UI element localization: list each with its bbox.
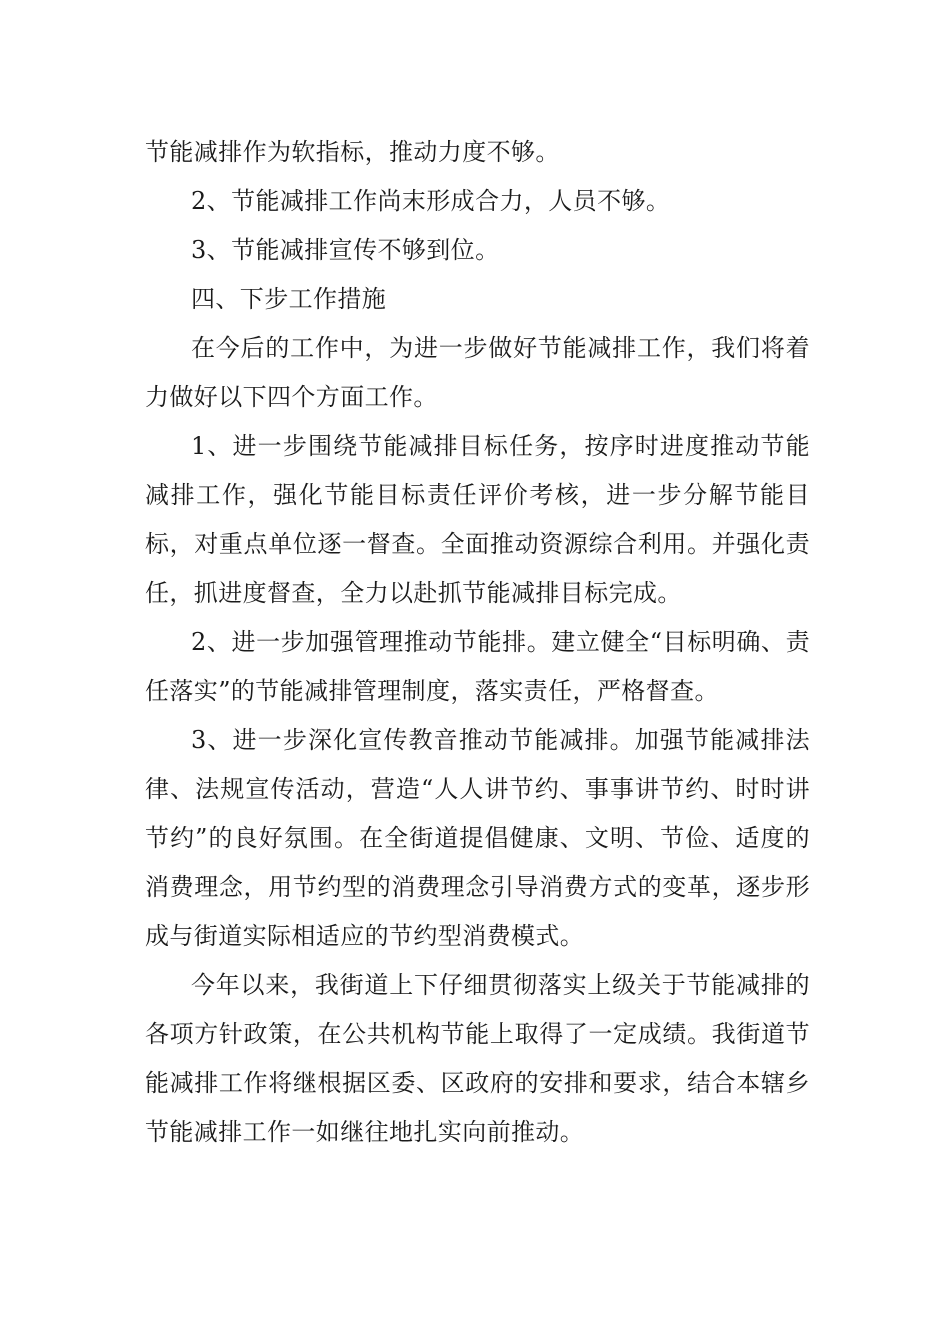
paragraph-measure-1: 1、进一步围绕节能减排目标任务，按序时进度推动节能减排工作，强化节能目标责任评价考核，进一步分解节能目标，对重点单位逐一督查。全面推动资源综合利用。并强化责任，抓进度督查，全力以赴抓节能减排目标完成。 [145, 432, 810, 607]
paragraph-continuation: 节能减排作为软指标，推动力度不够。 [145, 138, 560, 166]
paragraph-conclusion: 今年以来，我街道上下仔细贯彻落实上级关于节能减排的各项方针政策，在公共机构节能上取得了一定成绩。我街道节能减排工作将继根据区委、区政府的安排和要求，结合本辖乡节能减排工作一如继往地扎实向前推动。 [145, 971, 810, 1146]
paragraph-measure-2: 2、进一步加强管理推动节能排。建立健全“目标明确、责任落实”的节能减排管理制度，落实责任，严格督查。 [145, 628, 810, 705]
section-heading-next-steps: 四、下步工作措施 [191, 285, 387, 313]
paragraph-item-2: 2、节能减排工作尚末形成合力，人员不够。 [191, 187, 671, 215]
paragraph-measure-3: 3、进一步深化宣传教音推动节能减排。加强节能减排法律、法规宣传活动，营造“人人讲节约、事事讲节约、时时讲节约”的良好氛围。在全街道提倡健康、文明、节俭、适度的消费理念，用节约型的消费理念引导消费方式的变革，逐步形成与街道实际相适应的节约型消费模式。 [145, 726, 810, 950]
paragraph-intro: 在今后的工作中，为进一步做好节能减排工作，我们将着力做好以下四个方面工作。 [145, 334, 810, 411]
document-body [145, 128, 810, 1157]
paragraph-item-3: 3、节能减排宣传不够到位。 [191, 236, 500, 264]
